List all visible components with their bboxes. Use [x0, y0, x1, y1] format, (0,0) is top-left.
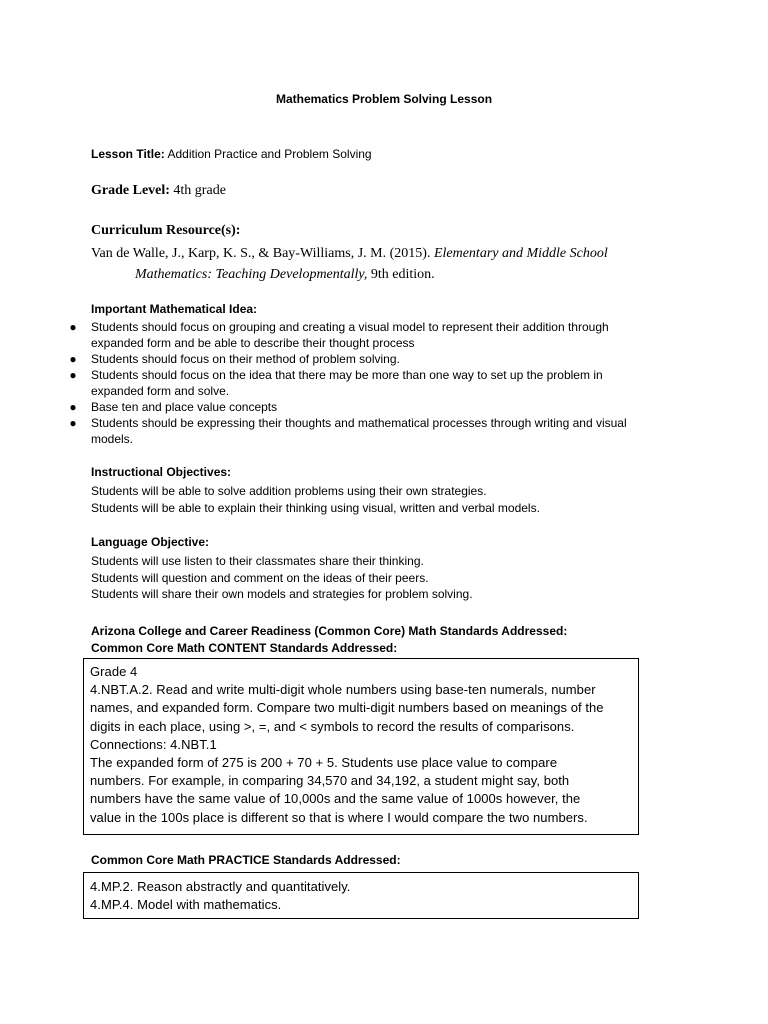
standards-heading — [91, 623, 567, 657]
instructional-objectives-text — [91, 483, 540, 516]
practice-standards-box — [83, 872, 639, 919]
list-item-text: Students should focus on the idea that there may be more than one way to set up the problem in expanded form and solve. — [91, 368, 603, 398]
grade-level-label: Grade Level: — [91, 183, 170, 198]
citation-authors: Van de Walle, J., Karp, K. S., & Bay-Williams, J. M. (2015). — [91, 246, 434, 261]
content-box-line: numbers have the same value of 10,000s and the same value of 1000s however, the — [90, 791, 581, 807]
az-standards-heading: Arizona College and Career Readiness (Common Core) Math Standards Addressed: — [91, 624, 568, 638]
content-box-line: 4.NBT.A.2. Read and write multi-digit whole numbers using base-ten numerals, number — [90, 682, 596, 698]
content-box-line: value in the 100s place is different so that is where I would compare the two numbers. — [90, 809, 588, 825]
lesson-title-label: Lesson Title: — [91, 147, 165, 161]
bullet-icon: ● — [69, 320, 77, 334]
curriculum-citation — [91, 243, 661, 285]
list-item — [68, 399, 658, 415]
practice-box-line: 4.MP.4. Model with mathematics. — [90, 897, 282, 913]
content-box-line: numbers. For example, in comparing 34,570 and 34,192, a student might say, both — [90, 773, 570, 789]
citation-edition: 9th edition. — [367, 267, 435, 282]
content-box-line: names, and expanded form. Compare two multi-digit numbers based on meanings of the — [90, 700, 604, 716]
list-item-text: Students should focus on their method of problem solving. — [91, 352, 400, 366]
content-standards-box — [83, 658, 639, 835]
bullet-icon: ● — [69, 352, 77, 366]
list-item — [68, 319, 658, 351]
content-box-line: Connections: 4.NBT.1 — [90, 736, 217, 752]
grade-level-value: 4th grade — [169, 183, 226, 198]
content-standards-heading: Common Core Math CONTENT Standards Addressed: — [91, 641, 398, 655]
content-box-line: The expanded form of 275 is 200 + 70 + 5. Students use place value to compare — [90, 755, 558, 771]
citation-title-part-1: Elementary and Middle School — [433, 246, 608, 261]
list-item — [68, 367, 658, 399]
objective-line: Students will be able to solve addition problems using their own strategies. — [91, 484, 487, 498]
practice-box-line: 4.MP.2. Reason abstractly and quantitatively. — [90, 879, 351, 894]
bullet-icon: ● — [69, 368, 77, 382]
grade-level-line — [91, 183, 226, 199]
bullet-icon: ● — [69, 400, 77, 414]
language-line: Students will share their own models and strategies for problem solving. — [91, 587, 473, 601]
content-box-line: digits in each place, using >, =, and < symbols to record the results of comparisons. — [90, 718, 575, 734]
list-item — [68, 415, 658, 447]
list-item — [68, 351, 658, 367]
bullet-icon: ● — [69, 416, 77, 430]
language-line: Students will use listen to their classmates share their thinking. — [91, 554, 424, 568]
language-objective-text — [91, 553, 473, 603]
lesson-title-value: Addition Practice and Problem Solving — [164, 147, 372, 161]
language-objective-heading: Language Objective: — [91, 535, 210, 549]
list-item-text: Students should be expressing their thoughts and mathematical processes through writing and visual models. — [91, 416, 627, 446]
instructional-objectives-heading: Instructional Objectives: — [91, 465, 232, 479]
math-idea-heading: Important Mathematical Idea: — [91, 302, 258, 316]
curriculum-heading: Curriculum Resource(s): — [91, 223, 241, 238]
list-item-text: Students should focus on grouping and creating a visual model to represent their addition through expanded form and be able to describe their thought process — [91, 320, 609, 350]
objective-line: Students will be able to explain their thinking using visual, written and verbal models. — [91, 500, 540, 515]
practice-standards-heading: Common Core Math PRACTICE Standards Addressed: — [91, 853, 401, 867]
math-idea-list — [68, 319, 658, 447]
content-box-line: Grade 4 — [90, 664, 138, 679]
page-title: Mathematics Problem Solving Lesson — [275, 92, 493, 106]
citation-title-part-2: Mathematics: Teaching Developmentally, — [135, 267, 368, 282]
language-line: Students will question and comment on the ideas of their peers. — [91, 570, 429, 585]
list-item-text: Base ten and place value concepts — [91, 400, 278, 414]
lesson-title-line — [91, 147, 372, 161]
